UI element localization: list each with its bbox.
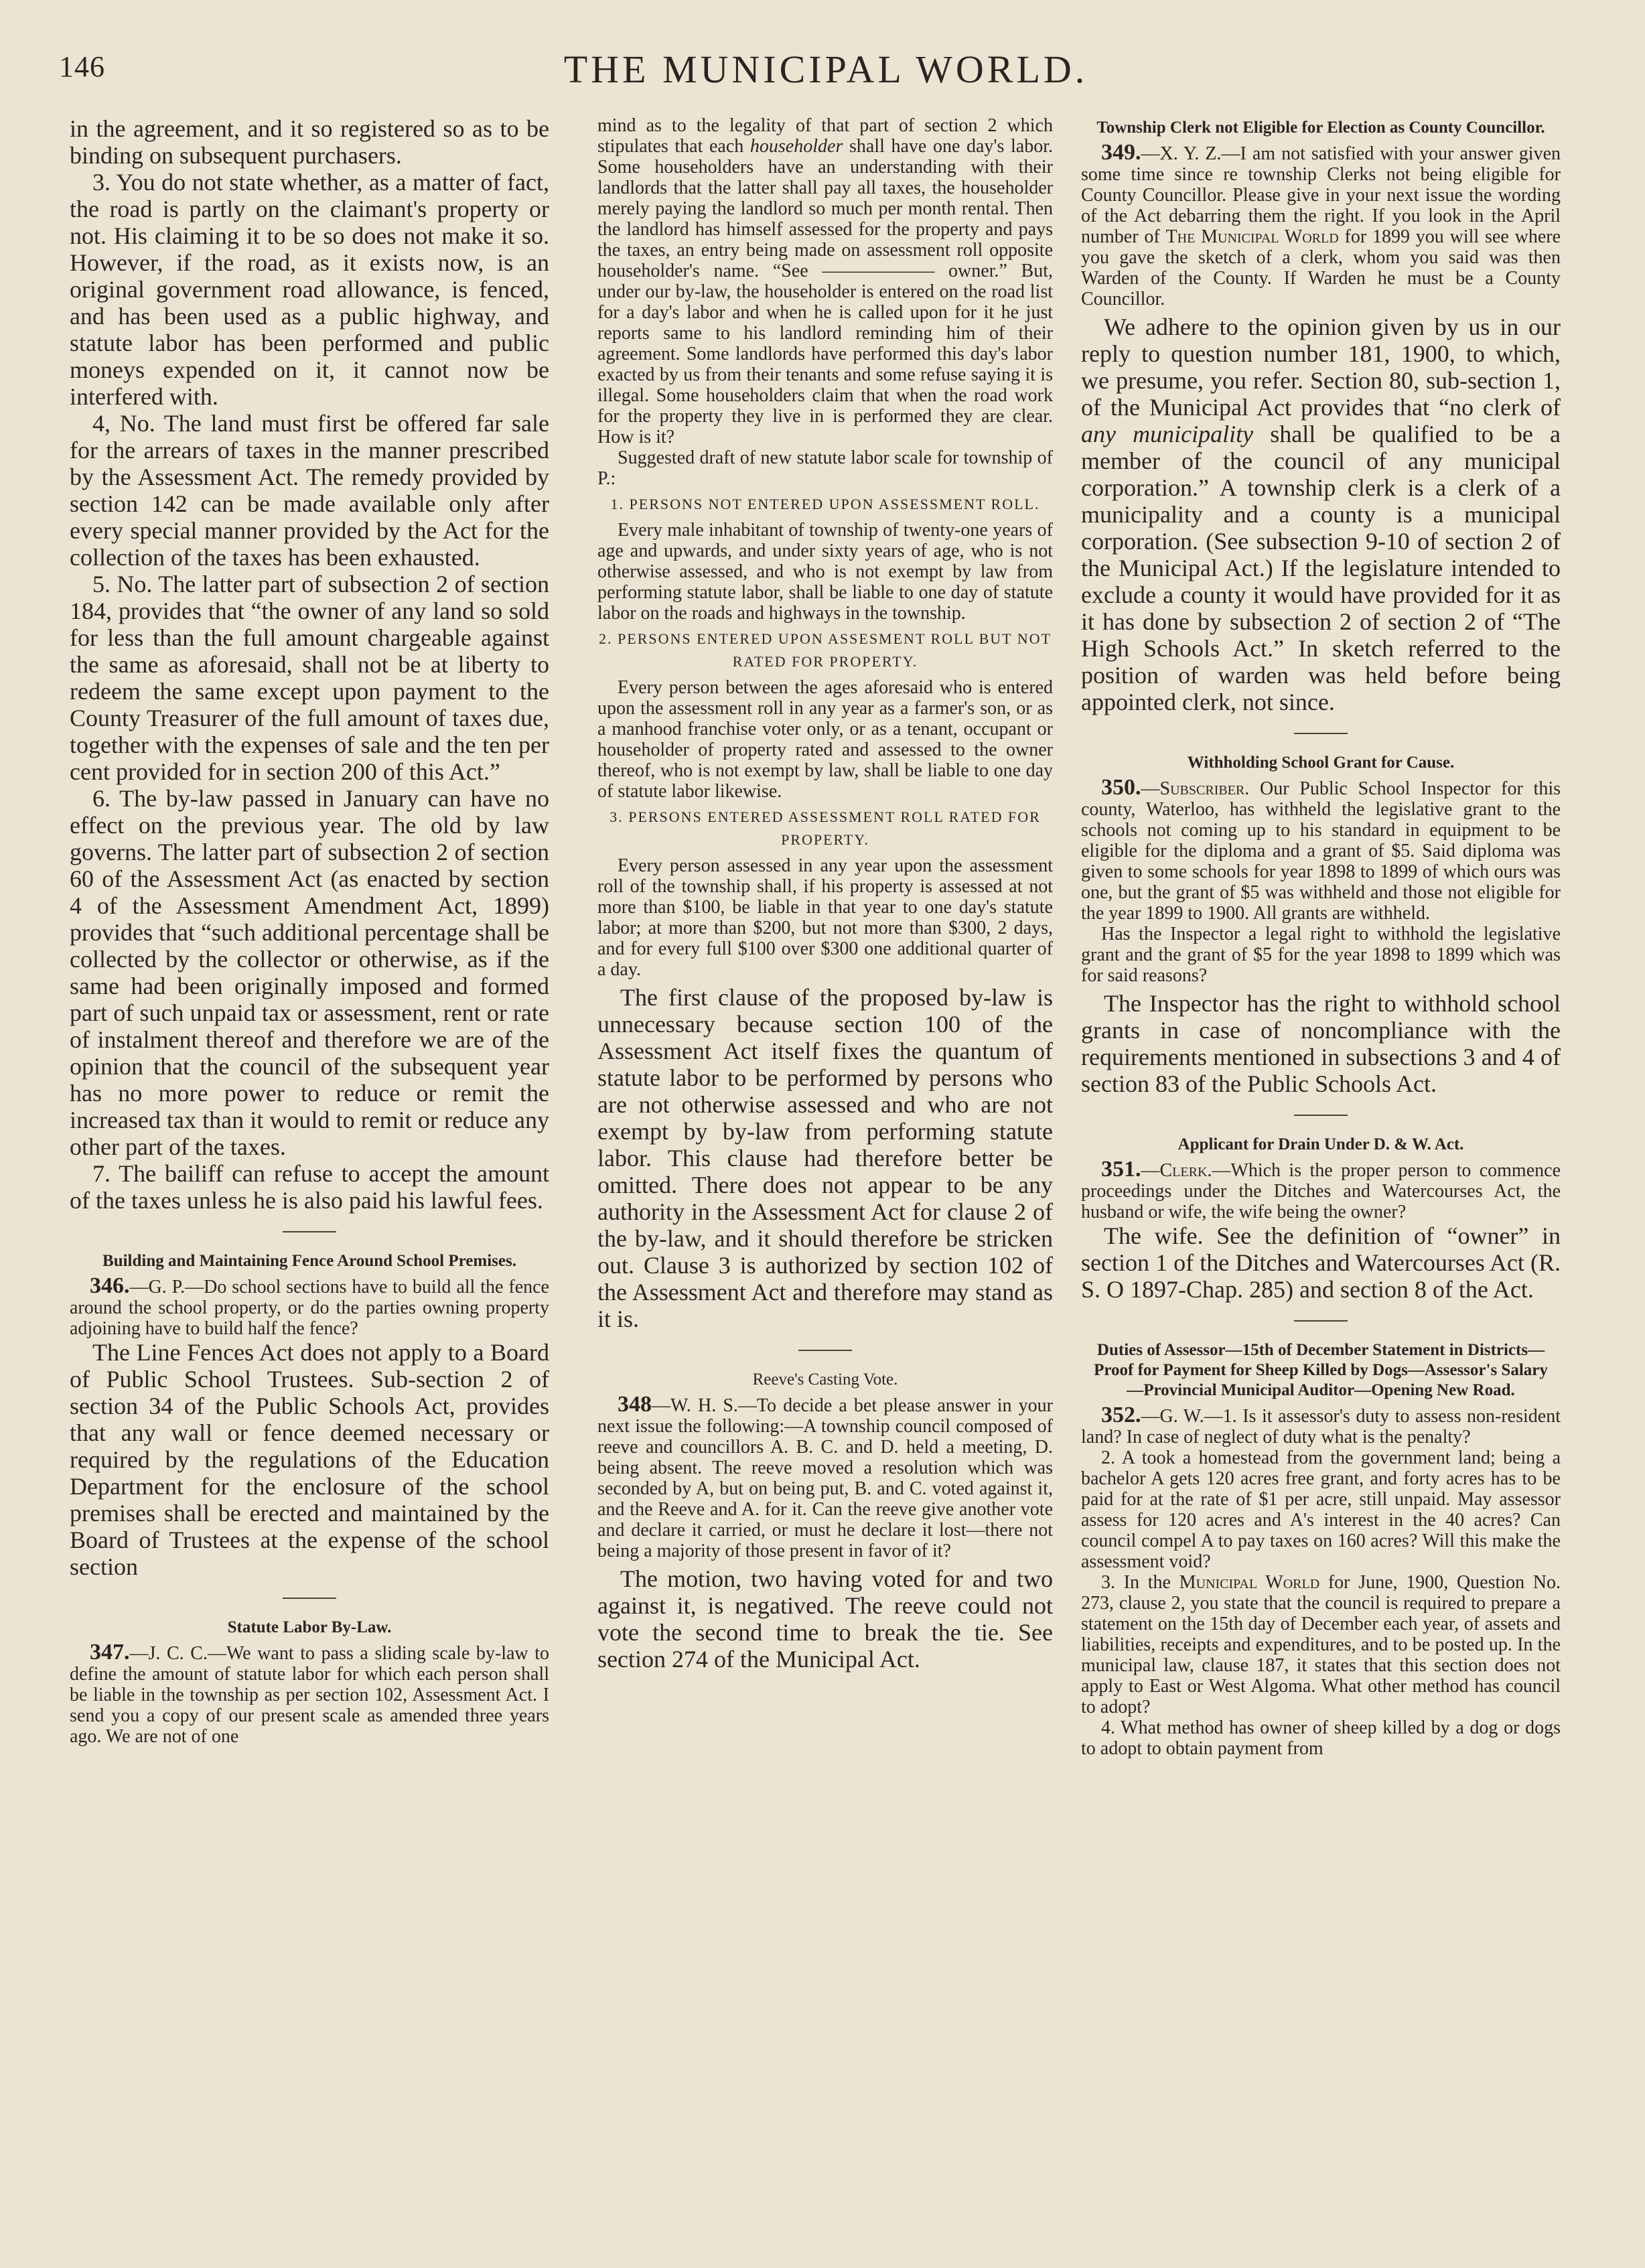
question-text: for June, 1900, Question No. 273, clause 2, you state that the council is required to prepare a statement on the 15th day of December each year, of assets and liabilities, receipts and expenditures, and to be posted up. In the municipal law, clause 187, it states that this section does not apply to East or West Algoma. What other method has council to adopt? [1081, 1572, 1561, 1717]
section-divider [283, 1598, 336, 1599]
answer-348: The motion, two having voted for and two against it, is negatived. The reeve could not vote the second time to break the tie. See section 274 of the Municipal Act. [597, 1565, 1053, 1673]
question-text: Our Public School Inspector for this county, Waterloo, has withheld the legislative grant to the schools not coming up to his standard in equipment to be eligible for the diploma and a grant of $5. Said diploma was given to some schools for year 1898 to 1899 of which ours was one, but the grant of $5 was withheld and those not eligible for the year 1899 to 1900. All grants are withheld. [1081, 778, 1561, 924]
question-number: 352. [1101, 1403, 1141, 1427]
question-text: 3. In the [1101, 1572, 1179, 1593]
column-right [1081, 115, 1561, 2225]
answer-350: The Inspector has the right to withhold school grants in case of noncompliance with the requirements mentioned in subsections 3 and 4 of section 83 of the Public Schools Act. [1081, 990, 1561, 1097]
question-text: mind as to the legality of that part of section 2 which stipulates that each [597, 115, 1053, 157]
question-347-draft-intro: Suggested draft of new statute labor scale for township of P.: [597, 447, 1053, 489]
answer-351: The wife. See the definition of “owner” in section 1 of the Ditches and Watercourses Act (R. S. O 1897-Chap. 285) and section 8 of the Act. [1081, 1222, 1561, 1303]
question-text: —Do school sections have to build all the fence around the school property, or do the parties owning property adjoining have to build half the fence? [70, 1277, 549, 1339]
column-left [70, 115, 549, 2225]
section-title-350: Withholding School Grant for Cause. [1187, 754, 1455, 772]
journal-title: THE MUNICIPAL WORLD. [563, 48, 1088, 91]
question-number: 348 [618, 1392, 652, 1417]
question-number: 349. [1101, 140, 1141, 165]
answer-paragraph: 3. You do not state whether, as a matter of fact, the road is partly on the claimant's property or not. His claiming it to be so does not make it so. However, if the road, as it exists now, is an original government road allowance, is fenced, and has been used as a public highway, and statute labor has been performed and public moneys expended on it, it cannot now be interfered with. [70, 169, 549, 410]
answer-text: We adhere to the opinion given by us in our reply to question number 181, 1900, to which, we presume, you refer. Section 80, sub-section 1, of the Municipal Act provides that “no clerk of [1081, 313, 1561, 421]
section-title-348: Reeve's Casting Vote. [752, 1370, 898, 1389]
question-text: —Which is the proper person to commence proceedings under the Ditches and Watercourses Act, the husband or wife, the wife being the owner? [1081, 1160, 1561, 1222]
answer-346: The Line Fences Act does not apply to a Board of Public School Trustees. Sub-section 2 of section 34 of the Public Schools Act, provides that any wall or fence deemed necessary or required by the regulations of the Education Department for the enclosure of the school premises shall be erected and maintained by the Board of Trustees at the expense of the school section [70, 1339, 549, 1580]
section-title-346: Building and Maintaining Fence Around School Premises. [102, 1252, 516, 1270]
section-divider [283, 1231, 336, 1232]
journal-reference: Municipal World [1179, 1572, 1320, 1593]
draft-clause-2-text: Every person between the ages aforesaid who is entered upon the assessment roll in any year as a farmer's son, or as a manhood franchise voter only, or as a tenant, occupant or householder of property rated and assessed to the owner thereof, who is not exempt by law, shall be liable to one day of statute labor likewise. [597, 677, 1053, 802]
question-text: —We want to pass a sliding scale by-law to define the amount of statute labor for which each person shall be liable in the township as per section 102, Assessment Act. I send you a copy of our present scale as amended three years ago. We are not of one [70, 1643, 549, 1747]
correspondent-name: —Clerk. [1141, 1160, 1212, 1181]
journal-reference: The Municipal World [1165, 226, 1339, 247]
question-352-part-2: 2. A took a homestead from the government land; being a bachelor A gets 120 acres free grant, and forty acres has to be paid for at the rate of $1 per acre, still unpaid. May assessor assess for 120 acres and A's interest in the 40 acres? Can council compel A to pay taxes on 160 acres? Will this make the assessment void? [1081, 1447, 1561, 1572]
emphasis-word: householder [749, 136, 843, 157]
question-text: for 1899 you will see where you gave the sketch of a clerk, whom you said was then Warden of the County. If Warden he must be a County Councillor. [1081, 226, 1561, 309]
answer-paragraph: 5. No. The latter part of subsection 2 of section 184, provides that “the owner of any land so sold for less than the full amount chargeable against the same as aforesaid, shall not be at liberty to redeem the same except upon payment to the County Treasurer of the full amount of taxes due, together with the expenses of sale and the ten per cent provided for in section 200 of this Act.” [70, 571, 549, 785]
section-title-351: Applicant for Drain Under D. & W. Act. [1177, 1135, 1464, 1153]
section-divider [1294, 1115, 1348, 1116]
answer-paragraph: in the agreement, and it so registered so as to be binding on subsequent purchasers. [70, 115, 549, 169]
draft-clause-2-heading: 2. PERSONS ENTERED UPON ASSESMENT ROLL BUT NOT RATED FOR PROPERTY. [599, 630, 1052, 670]
question-349 [1081, 142, 1561, 309]
question-number: 350. [1101, 775, 1141, 800]
section-title-352: Duties of Assessor—15th of December Statement in Districts—Proof for Payment for Sheep Killed by Dogs—Assessor's Salary—Provincial Municipal Auditor—Opening New Road. [1094, 1341, 1548, 1399]
correspondent-name: —J. C. C. [129, 1643, 208, 1664]
question-347 [70, 1642, 549, 1747]
question-352-part-3 [1081, 1572, 1561, 1717]
section-divider [798, 1350, 852, 1351]
draft-clause-1-text: Every male inhabitant of township of twenty-one years of age and upwards, and under sixty years of age, who is not otherwise assessed, and who is not exempt by law from performing statute labor, shall be liable to one day of statute labor on the roads and highways in the township. [597, 520, 1053, 624]
question-350-continued: Has the Inspector a legal right to withhold the legislative grant and the grant of $5 for the year 1898 to 1899 which was for said reasons? [1081, 924, 1561, 986]
answer-paragraph: 7. The bailiff can refuse to accept the amount of the taxes unless he is also paid his lawful fees. [70, 1160, 549, 1214]
page-header [59, 43, 1593, 96]
section-title-347: Statute Labor By-Law. [227, 1618, 392, 1636]
answer-paragraph: 6. The by-law passed in January can have no effect on the previous year. The old by law governs. The latter part of subsection 2 of section 60 of the Assessment Act (as enacted by section 4 of the Assessment Amendment Act, 1899) provides that “such additional percentage shall be collected by the collector or otherwise, as if the same had been originally imposed and formed part of such unpaid tax or assessment, rent or rate of instalment thereof and therefore we are of the opinion that the council of the subsequent year has no more power to reduce or remit the increased tax than it would to remit or reduce any other part of the taxes. [70, 785, 549, 1160]
column-middle [597, 115, 1053, 2225]
draft-clause-3-text: Every person assessed in any year upon the assessment roll of the township shall, if his property is assessed at not more than $100, be liable in that year to one day's statute labor; at more than $200, but not more than $300, 2 days, and for every full $100 over $300 one additional quarter of a day. [597, 855, 1053, 980]
question-352 [1081, 1405, 1561, 1447]
section-divider [1294, 733, 1348, 734]
correspondent-name: —X. Y. Z. [1141, 143, 1222, 164]
question-346 [70, 1275, 549, 1339]
draft-clause-3-heading: 3. PERSONS ENTERED ASSESSMENT ROLL RATED FOR PROPERTY. [610, 808, 1041, 848]
question-text: —I am not satisfied with your answer given some time since re township Clerks not being eligible for County Councillor. Please give in your next issue the wording of the Act debarring them the right. If you look in the April number of [1081, 143, 1561, 247]
draft-clause-1-heading: 1. PERSONS NOT ENTERED UPON ASSESSMENT ROLL. [610, 496, 1040, 512]
page-number: 146 [59, 50, 105, 83]
question-348 [597, 1394, 1053, 1561]
question-351 [1081, 1159, 1561, 1222]
correspondent-name: —W. H. S. [652, 1395, 738, 1416]
question-text: shall have one day's labor. Some householders have an understanding with their landlords that the latter shall pay all taxes, the householder merely paying the landlord so much per month rental. Then the landlord has himself assessed for the property and pays the taxes, an entry being made on assessment roll opposite householder's name. “See —————— owner.” But, under our by-law, the householder is entered on the road list for a day's labor and when he is called upon for it he just reports same to his landlord reminding him of their agreement. Some landlords have performed this day's labor exacted by us from their tenants and some refuse saying it is illegal. Some householders claim that when the road work for the property they live in is performed they are clear. How is it? [597, 136, 1053, 447]
correspondent-name: —G. P. [129, 1277, 186, 1297]
section-title-349: Township Clerk not Eligible for Election as County Councillor. [1096, 119, 1545, 137]
answer-text: shall be qualified to be a member of the council of any municipal corporation.” A township clerk is a clerk of a municipality and a county is a municipal corporation. (See subsection 9-10 of section 2 of the Municipal Act.) If the legislature intended to exclude a county it would have provided for it as it has done by subsection 2 of section 2 of “The High Schools Act.” In sketch referred to the position of warden was held before being appointed clerk, not since. [1081, 421, 1561, 715]
question-347-continued [597, 115, 1053, 447]
question-352-part-4: 4. What method has owner of sheep killed by a dog or dogs to adopt to obtain payment from [1081, 1717, 1561, 1759]
section-divider [1294, 1320, 1348, 1322]
emphasis-phrase: any municipality [1081, 421, 1254, 447]
correspondent-name: —G. W. [1141, 1406, 1204, 1427]
question-number: 347. [90, 1640, 130, 1664]
answer-347: The first clause of the proposed by-law is unnecessary because section 100 of the Assessment Act itself fixes the quantum of statute labor to be performed by persons who are not otherwise assessed and who are not exempt by by-law from performing statute labor. This clause had therefore better be omitted. There does not appear to be any authority in the Assessment Act for clause 2 of the by-law, and it should therefore be stricken out. Clause 3 is authorized by section 102 of the Assessment Act and therefore may stand as it is. [597, 984, 1053, 1332]
question-text: —1. Is it assessor's duty to assess non-resident land? In case of neglect of duty what is the penalty? [1081, 1406, 1561, 1447]
question-number: 351. [1101, 1157, 1141, 1182]
question-number: 346. [90, 1273, 130, 1298]
answer-paragraph: 4, No. The land must first be offered far sale for the arrears of taxes in the manner prescribed by the Assessment Act. The remedy provided by section 142 can be made available only after every special manner provided by the Act for the collection of the taxes has been exhausted. [70, 410, 549, 571]
answer-349 [1081, 313, 1561, 715]
question-350 [1081, 777, 1561, 924]
correspondent-name: —Subscriber. [1141, 778, 1250, 799]
question-text: —To decide a bet please answer in your next issue the following:—A township council composed of reeve and councillors A. B. C. and D. held a meeting, D. being absent. The reeve moved a resolution which was seconded by A, but on being put, B. and C. voted against it, and the Reeve and A. for it. Can the reeve give another vote and declare it carried, or must he declare it lost—there not being a majority of those present in favor of it? [597, 1395, 1053, 1561]
